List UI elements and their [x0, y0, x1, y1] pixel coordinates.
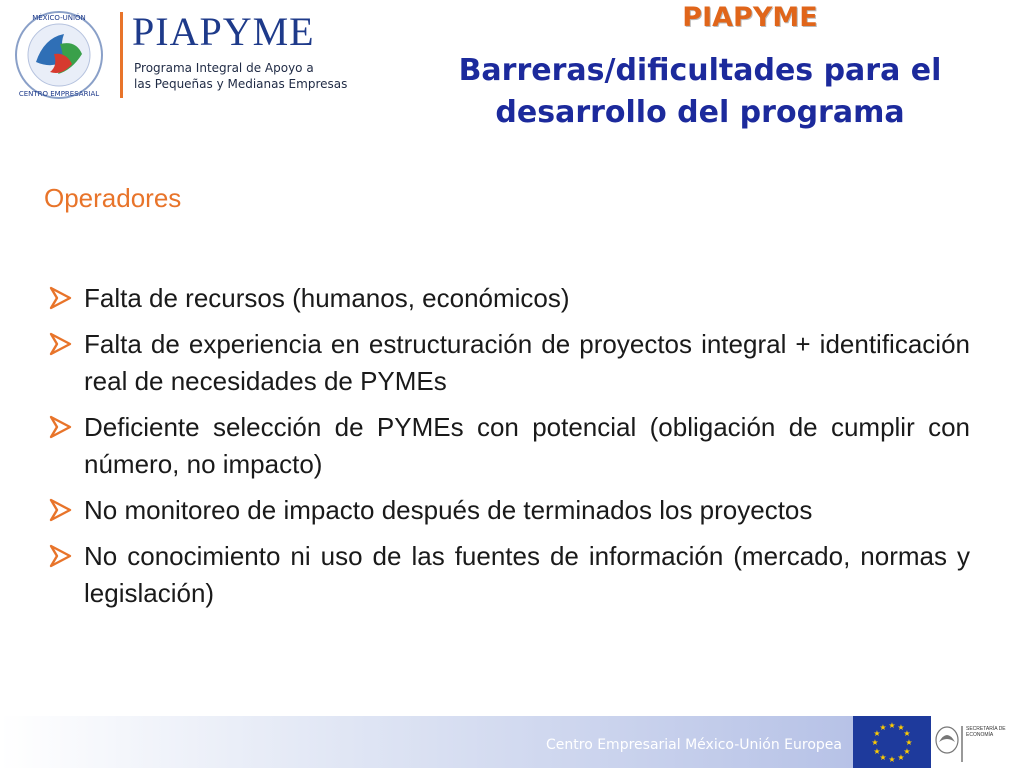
slide-subtitle-line1: Barreras/dificultades para el — [458, 53, 942, 88]
svg-text:★: ★ — [873, 747, 881, 756]
secretaria-text — [966, 726, 1006, 738]
slide-subtitle — [400, 50, 1000, 134]
arrow-right-icon — [48, 498, 74, 522]
svg-text:★: ★ — [905, 738, 913, 747]
list-item — [46, 326, 970, 400]
svg-text:★: ★ — [871, 738, 879, 747]
logo-divider — [120, 12, 123, 98]
bullet-text: Falta de recursos (humanos, económicos) — [84, 283, 570, 313]
piapyme-logo — [14, 8, 354, 100]
arrow-right-icon — [48, 544, 74, 568]
bullet-text: No monitoreo de impacto después de terminados los proyectos — [84, 495, 813, 525]
svg-text:CENTRO EMPRESARIAL: CENTRO EMPRESARIAL — [18, 90, 100, 98]
svg-text:★: ★ — [888, 721, 896, 730]
svg-text:★: ★ — [879, 753, 887, 762]
logo-name: PIAPYME — [132, 9, 315, 54]
svg-text:★: ★ — [897, 753, 905, 762]
secretaria-economia-logo — [931, 716, 1024, 768]
section-label: Operadores — [44, 183, 182, 213]
logo-subtitle-line1: Programa Integral de Apoyo a — [134, 61, 314, 75]
logo-divider — [961, 726, 963, 762]
eagle-emblem-icon — [933, 722, 961, 762]
arrow-right-icon — [48, 415, 74, 439]
logo-subtitle — [134, 60, 347, 92]
eu-flag-icon — [853, 716, 931, 768]
svg-text:★: ★ — [873, 729, 881, 738]
svg-text:★: ★ — [879, 723, 887, 732]
svg-text:MÉXICO-UNIÓN: MÉXICO-UNIÓN — [32, 14, 86, 22]
svg-text:★: ★ — [903, 747, 911, 756]
secretaria-line1: SECRETARÍA DE — [966, 726, 1006, 732]
svg-text:★: ★ — [888, 755, 896, 764]
bullet-list — [46, 280, 970, 621]
secretaria-line2: ECONOMÍA — [966, 732, 994, 738]
bullet-text: No conocimiento ni uso de las fuentes de información (mercado, normas y legislación) — [84, 541, 970, 608]
list-item — [46, 538, 970, 612]
footer-text: Centro Empresarial México-Unión Europea — [546, 737, 842, 753]
bullet-text: Falta de experiencia en estructuración de proyectos integral + identificación real de necesidades de PYMEs — [84, 329, 970, 396]
logo-subtitle-line2: las Pequeñas y Medianas Empresas — [134, 77, 348, 91]
slide-title: PIAPYME — [682, 2, 818, 33]
slide-subtitle-line2: desarrollo del programa — [495, 95, 905, 130]
globe-emblem-icon — [14, 10, 104, 100]
list-item — [46, 280, 970, 317]
svg-text:★: ★ — [903, 729, 911, 738]
arrow-right-icon — [48, 332, 74, 356]
arrow-right-icon — [48, 286, 74, 310]
list-item — [46, 492, 970, 529]
list-item — [46, 409, 970, 483]
bullet-text: Deficiente selección de PYMEs con potencial (obligación de cumplir con número, no impacto) — [84, 412, 970, 479]
svg-text:★: ★ — [897, 723, 905, 732]
